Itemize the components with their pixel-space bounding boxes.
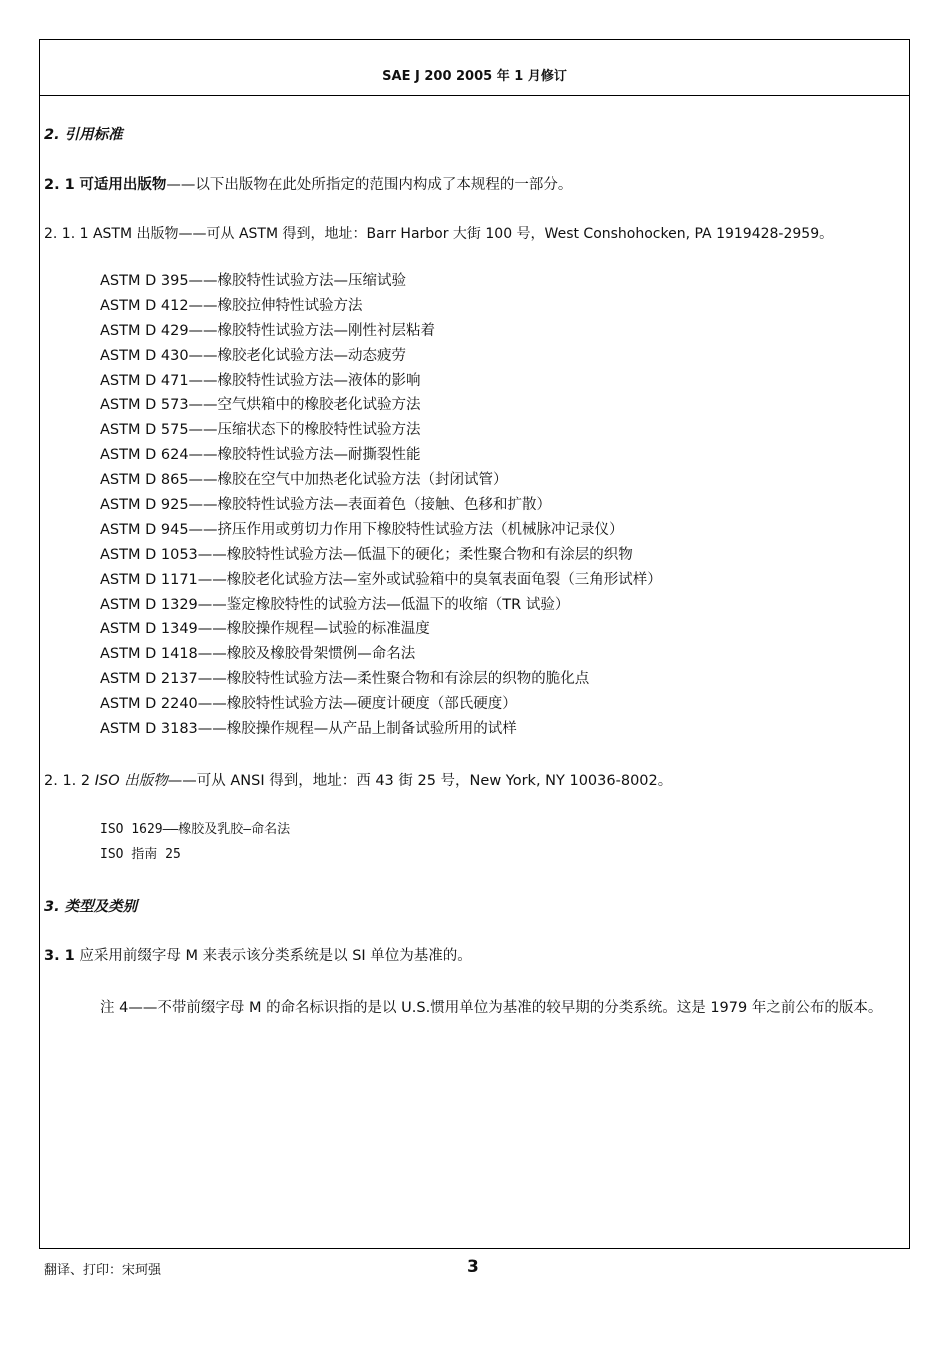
astm-ref-item: ASTM D 1349——橡胶操作规程—试验的标准温度 (100, 621, 430, 638)
astm-ref-item: ASTM D 2137——橡胶特性试验方法—柔性聚合物和有涂层的织物的脆化点 (100, 671, 590, 688)
astm-ref-item: ASTM D 2240——橡胶特性试验方法—硬度计硬度（部氏硬度） (100, 696, 517, 713)
clause-2-1-2-number: 2. 1. 2 (44, 773, 91, 789)
astm-ref-item: ASTM D 3183——橡胶操作规程—从产品上制备试验所用的试样 (100, 721, 517, 738)
iso-ref-item: ISO 指南 25 (100, 847, 181, 862)
astm-ref-item: ASTM D 1171——橡胶老化试验方法—室外或试验箱中的臭氧表面龟裂（三角形试样） (100, 571, 662, 588)
astm-ref-item: ASTM D 925——橡胶特性试验方法—表面着色（接触、色移和扩散） (100, 497, 552, 514)
clause-2-1-number: 2. 1 (44, 177, 75, 193)
page-frame (39, 39, 910, 1249)
clause-2-1-text: ——以下出版物在此处所指定的范围内构成了本规程的一部分。 (166, 177, 573, 193)
astm-ref-item: ASTM D 865——橡胶在空气中加热老化试验方法（封闭试管） (100, 472, 508, 489)
astm-ref-item: ASTM D 575——压缩状态下的橡胶特性试验方法 (100, 422, 421, 439)
iso-ref-item: ISO 1629——橡胶及乳胶—命名法 (100, 822, 291, 837)
astm-ref-item: ASTM D 471——橡胶特性试验方法—液体的影响 (100, 372, 421, 389)
note-4: 注 4——不带前缀字母 M 的命名标识指的是以 U.S.惯用单位为基准的较早期的分类系统。这是 1979 年之前公布的版本。 (100, 1000, 883, 1016)
section-2-heading: 2. 引用标准 (44, 127, 123, 143)
astm-ref-item: ASTM D 624——橡胶特性试验方法—耐撕裂性能 (100, 447, 421, 464)
clause-3-1 (44, 947, 472, 965)
astm-ref-item: ASTM D 430——橡胶老化试验方法—动态疲劳 (100, 347, 407, 364)
footer-credit: 翻译、打印：宋珂强 (44, 1263, 162, 1278)
section-3-heading: 3. 类型及类别 (44, 899, 138, 915)
astm-ref-item: ASTM D 573——空气烘箱中的橡胶老化试验方法 (100, 397, 421, 414)
iso-reference-list (100, 821, 290, 871)
astm-ref-item: ASTM D 412——橡胶拉伸特性试验方法 (100, 297, 363, 314)
astm-ref-item: ASTM D 395——橡胶特性试验方法—压缩试验 (100, 273, 407, 289)
astm-ref-item: ASTM D 429——橡胶特性试验方法—刚性衬层粘着 (100, 322, 436, 339)
clause-3-1-number: 3. 1 (44, 948, 75, 964)
clause-2-1-title: 可适用出版物 (79, 177, 167, 193)
clause-2-1-2 (44, 772, 672, 790)
clause-2-1-2-text: ——可从 ANSI 得到，地址：西 43 街 25 号，New York, NY 10036-8002。 (167, 773, 673, 789)
clause-2-1 (44, 176, 572, 194)
clause-2-1-1: 2. 1. 1 ASTM 出版物——可从 ASTM 得到，地址：Barr Harbor 大街 100 号，West Conshohocken, PA 1919428-2959。 (44, 226, 834, 242)
astm-ref-item: ASTM D 1329——鉴定橡胶特性的试验方法—低温下的收缩（TR 试验） (100, 596, 570, 613)
astm-ref-item: ASTM D 1418——橡胶及橡胶骨架惯例—命名法 (100, 646, 416, 663)
page-number: 3 (467, 1257, 479, 1277)
header-divider (40, 95, 909, 96)
clause-3-1-text: 应采用前缀字母 M 来表示该分类系统是以 SI 单位为基准的。 (79, 948, 472, 964)
document-header: SAE J 200 2005 年 1 月修订 (382, 69, 567, 84)
astm-ref-item: ASTM D 1053——橡胶特性试验方法—低温下的硬化；柔性聚合物和有涂层的织物 (100, 546, 633, 563)
clause-2-1-2-title: ISO 出版物 (94, 773, 168, 789)
astm-ref-item: ASTM D 945——挤压作用或剪切力作用下橡胶特性试验方法（机械脉冲记录仪） (100, 521, 624, 538)
astm-reference-list (100, 272, 662, 745)
